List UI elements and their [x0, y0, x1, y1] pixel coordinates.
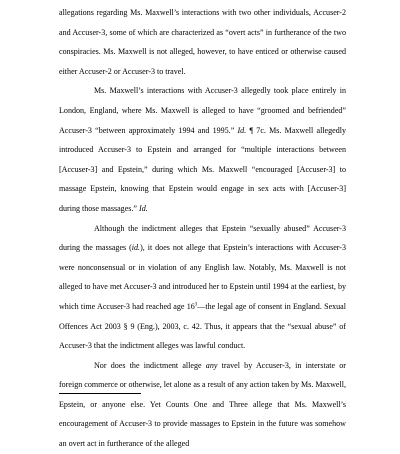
- italic-text: id.: [131, 243, 141, 253]
- footnote-ref: 3: [194, 302, 198, 308]
- text-run: Nor does the indictment allege: [94, 360, 206, 370]
- text-run: ¶ 7c. Ms. Maxwell allegedly introduced Accuser-3 to Epstein and arranged for “multiple interactions between [Accuser-3] and Epstein,” during which Ms. Maxwell “encouraged [Accuser-3] to massage Epstein, knowing that Epstein would engage in sex acts with [Accuser-3] during those massages.”: [59, 125, 346, 213]
- text-run: —the legal age of consent in England. Sexual Offences Act 2003 § 9 (Eng.), 2003, c. 42. Thus, it appears that the “sexual abuse” of Accuser-3 that the indictment alleges was lawful conduct.: [59, 301, 346, 351]
- italic-text: Id.: [237, 125, 247, 135]
- footnote-divider: [59, 393, 141, 394]
- text-run: Although the indictment alleges that Epstein “sexually abused” Accuser-3 during the massages (: [59, 223, 346, 253]
- text-run: allegations regarding Ms. Maxwell’s interactions with two other individuals, Accuser-2 and Accuser-3, some of which are characterized as “overt acts” in furtherance of the two conspiracies. Ms. Maxwell is not alleged, however, to have enticed or otherwise caused either Accuser-2 or Accuser-3 to travel.: [59, 8, 346, 76]
- paragraph-1: [59, 3, 346, 81]
- text-run: travel by Accuser-3, in interstate or foreign commerce or otherwise, let alone as a result of any action taken by Ms. Maxwell, Epstein, or anyone else. Yet Counts One and Three allege that Ms. Maxwell’s encouragement of Accuser-3 to provide massages to Epstein in the future was somehow an overt act in furtherance of the alleged: [59, 360, 346, 449]
- text-run: Ms. Maxwell’s interactions with Accuser-3 allegedly took place entirely in London, England, where Ms. Maxwell is alleged to have “groomed and befriended” Accuser-3 “between approximately 1994 and 1995.”: [59, 86, 346, 135]
- text-run: ), it does not allege that Epstein’s interactions with Accuser-3 were nonconsensual or in violation of any English law. Notably, Ms. Maxwell is not alleged to have met Accuser-3 and introduced her to Epstein until 1994 at the earliest, by which time Accuser-3 had reached age 16: [59, 243, 346, 311]
- paragraph-4: [59, 356, 346, 454]
- paragraph-3: [59, 219, 346, 356]
- italic-text: any: [205, 360, 218, 370]
- paragraph-2: [59, 81, 346, 218]
- italic-text: Id.: [139, 203, 148, 213]
